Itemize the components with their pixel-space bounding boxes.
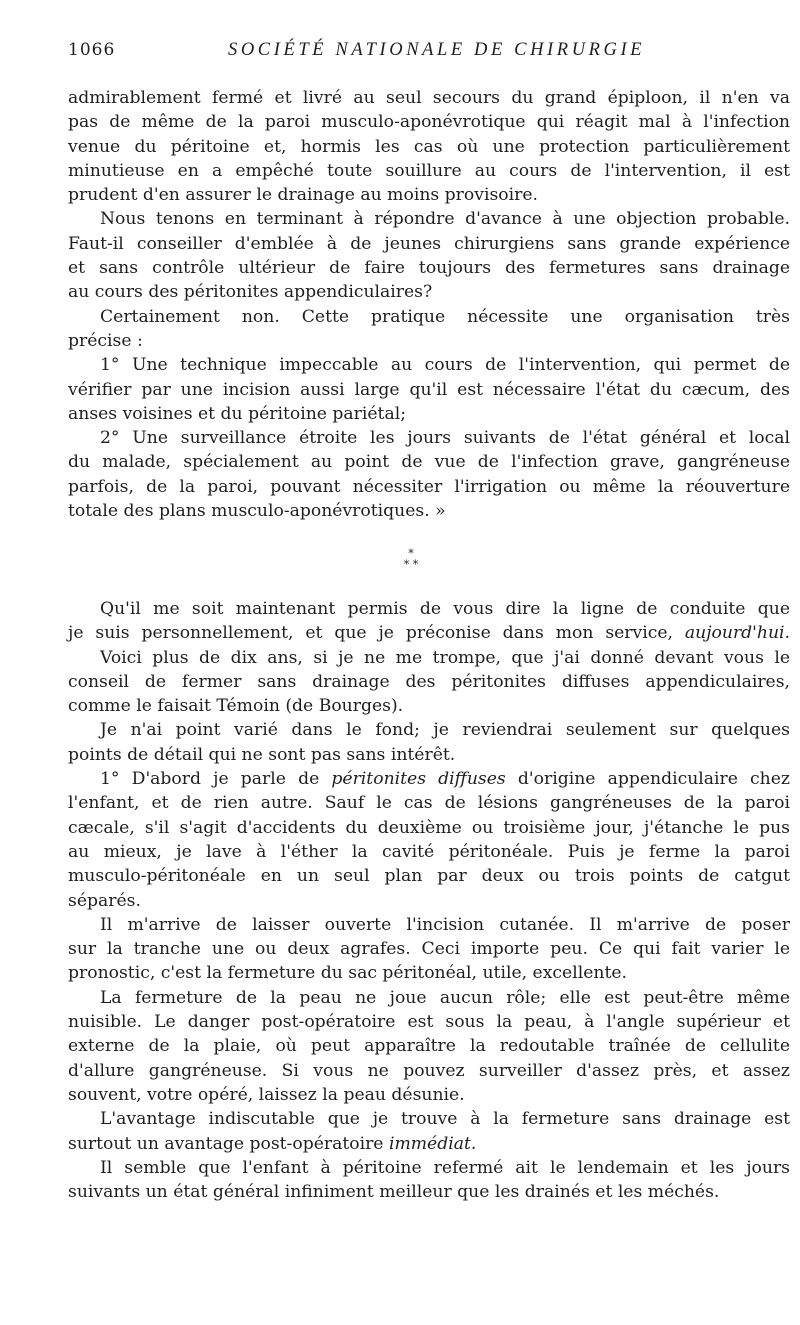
text-line: vérifier par une incision aussi large qu'il est nécessaire l'état du cæcum, des [68, 379, 790, 400]
text-line: au cours des péritonites appendiculaires? [68, 282, 433, 303]
text-line: et sans contrôle ultérieur de faire toujours des fermetures sans drainage [68, 258, 790, 279]
text-line: externe de la plaie, où peut apparaître la redoutable traînée de cellulite [68, 1036, 790, 1057]
italic-text: aujourd'hui. [684, 623, 790, 644]
paragraph-block-2 [68, 597, 790, 1204]
text-line: du malade, spécialement au point de vue de l'infection grave, gangréneuse [68, 452, 790, 473]
text-line: pas de même de la paroi musculo-aponévrotique qui réagit mal à l'infection [68, 112, 790, 133]
text-line: 2° Une surveillance étroite les jours suivants de l'état général et local [100, 428, 790, 449]
text-line: cæcale, s'il s'agit d'accidents du deuxième ou troisième jour, j'étanche le pus [68, 817, 790, 838]
page-number: 1066 [68, 40, 116, 60]
text-line: Qu'il me soit maintenant permis de vous dire la ligne de conduite que [100, 599, 790, 619]
text-line: anses voisines et du péritoine pariétal; [68, 403, 406, 424]
text-line: Il semble que l'enfant à péritoine refermé ait le lendemain et les jours [100, 1157, 790, 1178]
text-line: conseil de fermer sans drainage des péritonites diffuses appendiculaires, [68, 671, 790, 692]
text-line: Nous tenons en terminant à répondre d'avance à une objection probable. [100, 209, 790, 230]
text-line: souvent, votre opéré, laissez la peau désunie. [68, 1084, 465, 1105]
text-line: comme le faisait Témoin (de Bourges). [68, 696, 404, 717]
text-line: 1° Une technique impeccable au cours de l'intervention, qui permet de [100, 355, 790, 376]
text-line: 1° D'abord je parle de péritonites diffuses d'origine appendiculaire chez [100, 769, 790, 790]
section-separator [396, 548, 426, 570]
text-line: points de détail qui ne sont pas sans intérêt. [68, 744, 456, 765]
text-line: Il m'arrive de laisser ouverte l'incision cutanée. Il m'arrive de poser [100, 914, 790, 935]
text-line: pronostic, c'est la fermeture du sac péritonéal, utile, excellente. [68, 963, 627, 984]
italic-text: péritonites diffuses [331, 769, 506, 790]
text-line: prudent d'en assurer le drainage au moins provisoire. [68, 185, 538, 206]
text-line: sur la tranche une ou deux agrafes. Ceci importe peu. Ce qui fait varier le [68, 939, 790, 960]
text-line: d'allure gangréneuse. Si vous ne pouvez surveiller d'assez près, et assez [68, 1060, 790, 1081]
running-title: SOCIÉTÉ NATIONALE DE CHIRURGIE [228, 40, 646, 60]
text-line: séparés. [68, 890, 141, 911]
text-line: minutieuse en a empêché toute souillure au cours de l'intervention, il est [68, 160, 790, 181]
text-line: totale des plans musculo-aponévrotiques. » [68, 501, 446, 522]
text-line: Faut-il conseiller d'emblée à de jeunes chirurgiens sans grande expérience [68, 233, 790, 254]
text-line: au mieux, je lave à l'éther la cavité péritonéale. Puis je ferme la paroi [68, 841, 790, 862]
text-line: Voici plus de dix ans, si je ne me trompe, que j'ai donné devant vous le [100, 647, 790, 668]
text-line: surtout un avantage post-opératoire immédiat. [68, 1133, 477, 1154]
text-line: musculo-péritonéale en un seul plan par deux ou trois points de catgut [68, 866, 790, 887]
text-line: venue du péritoine et, hormis les cas où une protection particulièrement [68, 136, 790, 157]
text-line: admirablement fermé et livré au seul secours du grand épiploon, il n'en va [68, 88, 790, 108]
text-line: je suis personnellement, et que je préconise dans mon service, aujourd'hui. [68, 623, 790, 644]
text-line: précise : [68, 330, 143, 351]
text-line: L'avantage indiscutable que je trouve à la fermeture sans drainage est [100, 1109, 790, 1130]
text-line: l'enfant, et de rien autre. Sauf le cas de lésions gangréneuses de la paroi [68, 793, 790, 814]
text-line: parfois, de la paroi, pouvant nécessiter l'irrigation ou même la réouverture [68, 476, 790, 497]
text-line: suivants un état général infiniment meilleur que les drainés et les méchés. [68, 1182, 720, 1203]
text-line: nuisible. Le danger post-opératoire est sous la peau, à l'angle supérieur et [68, 1012, 790, 1033]
page-header [68, 40, 790, 70]
paragraph-block-1 [68, 86, 790, 523]
separator-stars-bottom: * * [403, 558, 419, 571]
separator-star-top: * [408, 547, 414, 560]
italic-text: immédiat. [388, 1133, 477, 1154]
text-line: Certainement non. Cette pratique nécessite une organisation très [100, 306, 790, 327]
text-line: Je n'ai point varié dans le fond; je reviendrai seulement sur quelques [100, 720, 790, 741]
text-line: La fermeture de la peau ne joue aucun rôle; elle est peut-être même [100, 987, 790, 1008]
